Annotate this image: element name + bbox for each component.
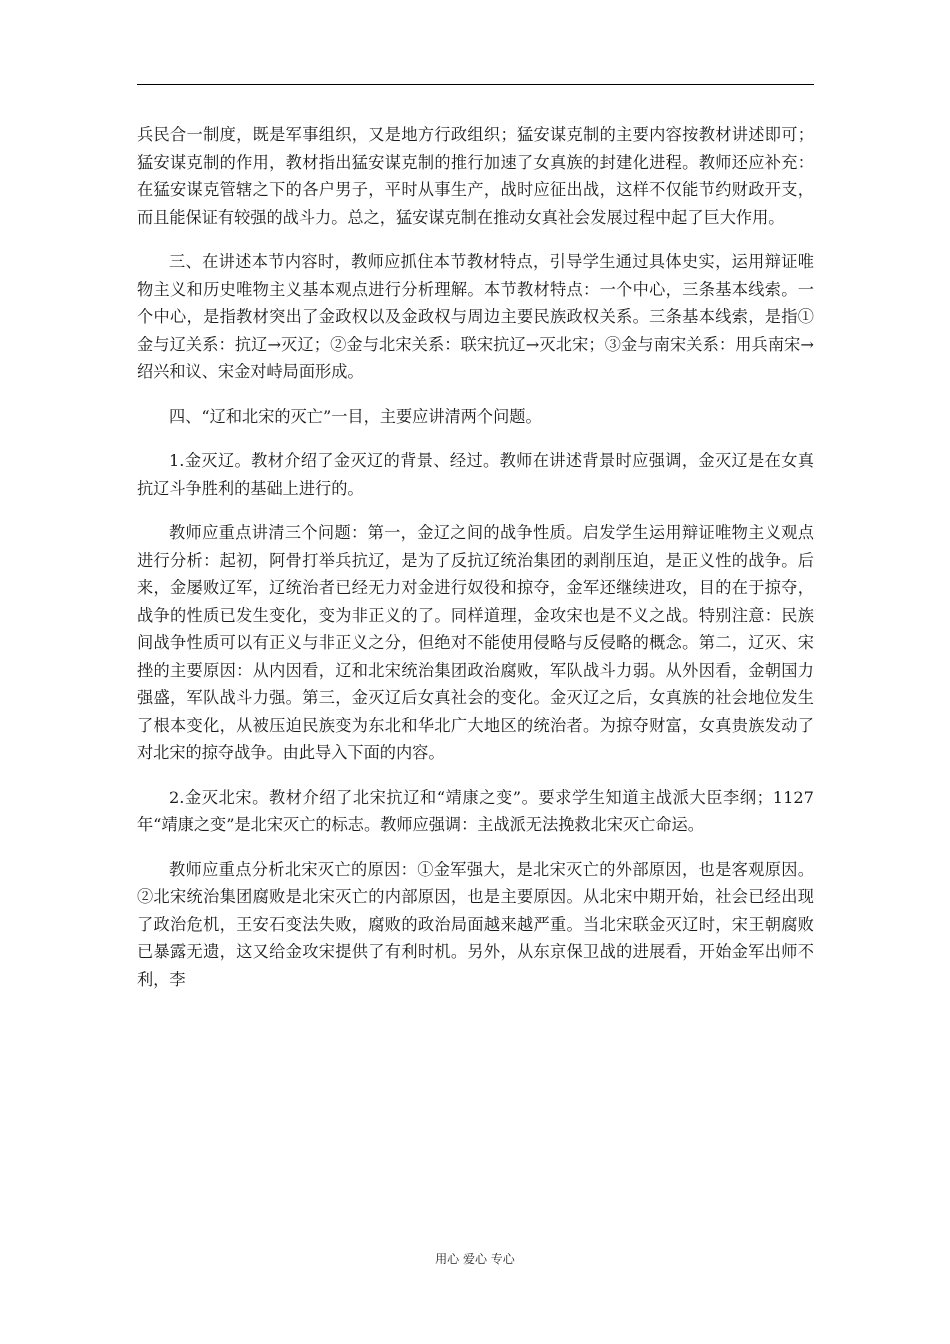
- paragraph-northern-song-fall-reasons: 教师应重点分析北宋灭亡的原因：①金军强大，是北宋灭亡的外部原因，也是客观原因。②北宋统治集团腐败是北宋灭亡的内部原因，也是主要原因。从北宋中期开始，社会已经出现了政治危机，王安石变法失败，腐败的政治局面越来越严重。当北宋联金灭辽时，宋王朝腐败已暴露无遗，这又给金攻宋提供了有利时机。另外，从东京保卫战的进展看，开始金军出师不利，李: [137, 859, 814, 989]
- page-footer: 用心 爱心 专心: [435, 1252, 515, 1266]
- paragraph-mengan-mouke: 兵民合一制度，既是军事组织，又是地方行政组织；猛安谋克制的主要内容按教材讲述即可；猛安谋克制的作用，教材指出猛安谋克制的推行加速了女真族的封建化进程。教师还应补充：在猛安谋克管辖之下的各户男子，平时从事生产，战时应征出战，这样不仅能节约财政开支，而且能保证有较强的战斗力。总之，猛安谋克制在推动女真社会发展过程中起了巨大作用。: [137, 125, 814, 227]
- paragraph-jin-destroys-northern-song: 2.金灭北宋。教材介绍了北宋抗辽和“靖康之变”。要求学生知道主战派大臣李纲；1127年“靖康之变”是北宋灭亡的标志。教师应强调：主战派无法挽救北宋灭亡命运。: [137, 787, 814, 834]
- paragraph-section-three: 三、在讲述本节内容时，教师应抓住本节教材特点，引导学生通过具体史实，运用辩证唯物主义和历史唯物主义基本观点进行分析理解。本节教材特点：一个中心，三条基本线索。一个中心，是指教材突出了金政权以及金政权与周边主要民族政权关系。三条基本线索，是指①金与辽关系：抗辽→灭辽；②金与北宋关系：联宋抗辽→灭北宋；③金与南宋关系：用兵南宋→绍兴和议、宋金对峙局面形成。: [137, 252, 814, 381]
- paragraph-jin-destroys-liao: 1.金灭辽。教材介绍了金灭辽的背景、经过。教师在讲述背景时应强调，金灭辽是在女真抗辽斗争胜利的基础上进行的。: [137, 451, 814, 498]
- paragraph-section-four: 四、“辽和北宋的灭亡”一目，主要应讲清两个问题。: [169, 406, 542, 426]
- paragraph-three-questions: 教师应重点讲清三个问题：第一，金辽之间的战争性质。启发学生运用辩证唯物主义观点进行分析：起初，阿骨打举兵抗辽，是为了反抗辽统治集团的剥削压迫，是正义性的战争。后来，金屡败辽军，辽统治者已经无力对金进行奴役和掠夺，金军还继续进攻，目的在于掠夺，战争的性质已发生变化，变为非正义的了。同样道理，金攻宋也是不义之战。特别注意：民族间战争性质可以有正义与非正义之分，但绝对不能使用侵略与反侵略的概念。第二，辽灭、宋挫的主要原因：从内因看，辽和北宋统治集团政治腐败，军队战斗力弱。从外因看，金朝国力强盛，军队战斗力强。第三，金灭辽后女真社会的变化。金灭辽之后，女真族的社会地位发生了根本变化，从被压迫民族变为东北和华北广大地区的统治者。为掠夺财富，女真贵族发动了对北宋的掠夺战争。由此导入下面的内容。: [137, 523, 814, 762]
- document-body: [137, 121, 814, 1010]
- header-rule: [137, 84, 814, 85]
